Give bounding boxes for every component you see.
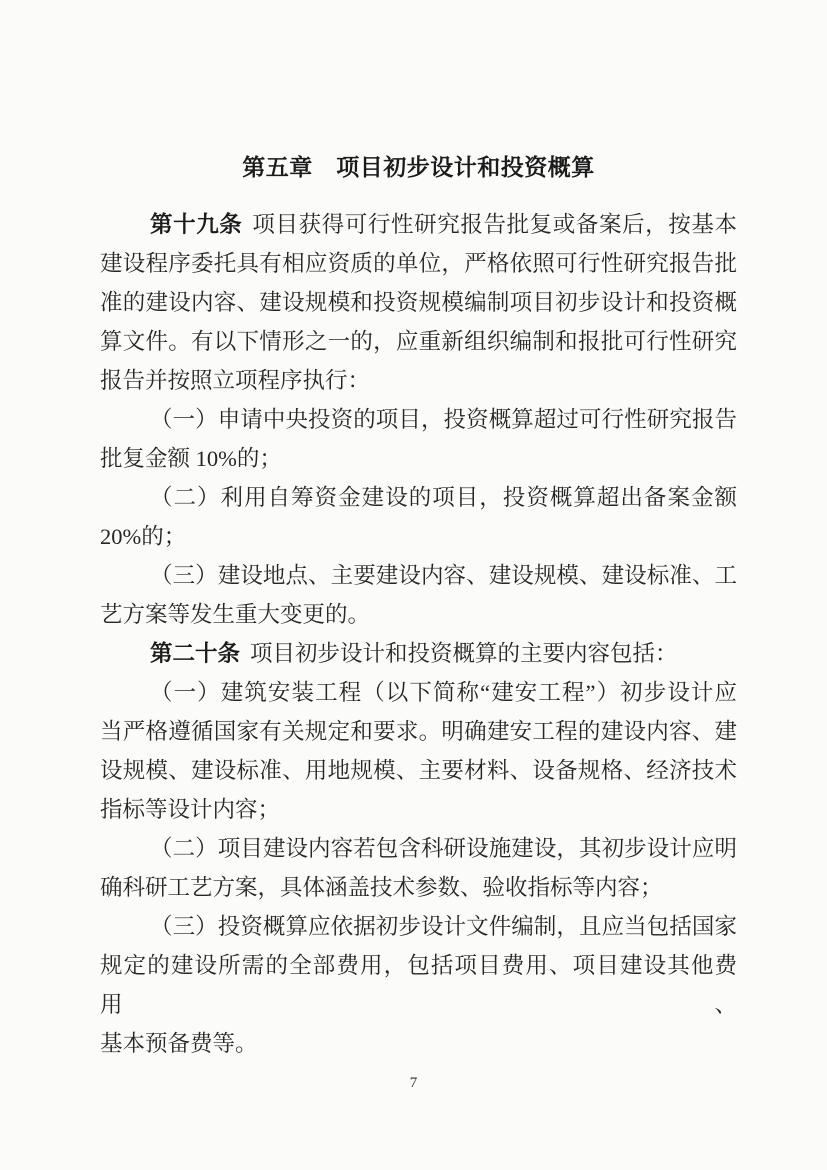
text-line: 准的建设内容、建设规模和投资规模编制项目初步设计和投资概 — [100, 290, 737, 315]
article-19-item-3 — [100, 556, 737, 634]
text-line: 第十九条 项目获得可行性研究报告批复或备案后，按基本 — [150, 212, 737, 237]
article-20 — [100, 634, 737, 673]
text-line: 算文件。有以下情形之一的，应重新组织编制和报批可行性研究 — [100, 329, 737, 354]
article-20-item-1 — [100, 673, 737, 829]
text-line: （三）投资概算应依据初步设计文件编制，且应当包括国家 — [150, 914, 737, 939]
text-line: 指标等设计内容； — [100, 797, 281, 822]
text-line: 报告并按照立项程序执行： — [100, 368, 371, 393]
text-line: （二）项目建设内容若包含科研设施建设，其初步设计应明 — [150, 836, 737, 861]
article-20-item-3 — [100, 907, 737, 1063]
article-19 — [100, 205, 737, 400]
text-line: （一）申请中央投资的项目，投资概算超过可行性研究报告 — [150, 407, 737, 432]
article-20-item-2 — [100, 829, 737, 907]
text-line: 批复金额 10%的； — [100, 446, 282, 471]
text-line: 设规模、建设标准、用地规模、主要材料、设备规格、经济技术 — [100, 758, 737, 783]
chapter-title: 第五章 项目初步设计和投资概算 — [242, 154, 595, 180]
page-footer — [0, 1072, 827, 1094]
text-line: 确科研工艺方案，具体涵盖技术参数、验收指标等内容； — [100, 875, 663, 900]
article-19-item-1 — [100, 400, 737, 478]
article-19-item-2 — [100, 478, 737, 556]
text-line: 基本预备费等。 — [100, 1031, 258, 1056]
text-line: 规定的建设所需的全部费用，包括项目费用、项目建设其他费用、 — [100, 953, 737, 1017]
text-line: （二）利用自筹资金建设的项目，投资概算超出备案金额 — [150, 485, 737, 510]
page-number: 7 — [409, 1075, 418, 1091]
text-line: （一）建筑安装工程（以下简称“建安工程”）初步设计应 — [150, 680, 737, 705]
text-line: 建设程序委托具有相应资质的单位，严格依照可行性研究报告批 — [100, 251, 737, 276]
document-body — [100, 205, 737, 1063]
article-number: 第二十条 — [150, 641, 241, 666]
text-line: （三）建设地点、主要建设内容、建设规模、建设标准、工 — [150, 563, 737, 588]
text-line: 当严格遵循国家有关规定和要求。明确建安工程的建设内容、建 — [100, 719, 737, 744]
text-line: 20%的； — [100, 524, 187, 549]
article-number: 第十九条 — [150, 212, 243, 237]
text-line: 艺方案等发生重大变更的。 — [100, 602, 371, 627]
page-content — [100, 148, 737, 1063]
text-line: 第二十条 项目初步设计和投资概算的主要内容包括： — [150, 641, 678, 666]
